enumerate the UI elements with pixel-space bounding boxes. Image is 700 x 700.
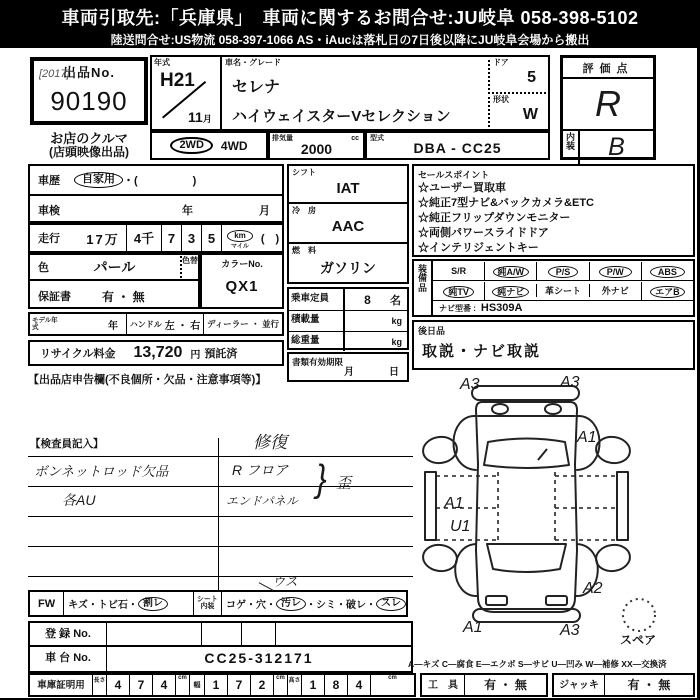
sales-point-item: ☆ユーザー買取車: [418, 182, 506, 194]
fw-items: キズ・トビ石・: [68, 600, 138, 611]
name-cell: [220, 55, 490, 131]
chassis-number: CC25-312171: [204, 650, 314, 666]
load-unit: kg: [391, 316, 402, 326]
fuel-value: ガソリン: [320, 260, 376, 276]
tools-box: [420, 673, 548, 697]
recycle-status: 預託済: [204, 348, 238, 360]
sales-point-item: ☆インテリジェントキー: [418, 242, 539, 254]
docs-month: 月: [344, 367, 354, 378]
year-value: H21: [160, 70, 195, 91]
damage-mark: A2: [583, 580, 603, 597]
recycle-row: [28, 340, 284, 366]
shaken-row: [28, 196, 284, 223]
month-unit: 月: [202, 114, 212, 124]
lot-year-stamp: [2017]: [39, 68, 70, 80]
garage-row: [28, 673, 416, 697]
registration-sub-cell: [201, 623, 241, 645]
model-code-cell: [365, 131, 550, 160]
mileage-d1: 7: [161, 225, 181, 251]
spare-tire-circle: [623, 599, 655, 631]
drive-2wd-circled: 2WD: [170, 137, 212, 155]
mileage-row: [28, 223, 284, 253]
weight-label: 総重量: [289, 332, 345, 351]
car-grade: ハイウェイスターVセレクション: [232, 108, 451, 125]
jack-box: [552, 673, 695, 697]
width-unit: cm: [274, 675, 288, 695]
lot-note2: (店頭映像出品): [49, 145, 129, 159]
equip-aftnavi: 外ナビ: [589, 284, 641, 297]
ac-box: [287, 204, 409, 244]
year-label: 年式: [154, 58, 170, 67]
capacity-table: [287, 287, 409, 350]
docs-box: [287, 352, 409, 382]
tool-label: 工 具: [422, 675, 465, 695]
repair-header-note: 修復: [253, 433, 287, 452]
shaken-month-label: 月: [259, 205, 270, 217]
width-label: 幅: [190, 675, 205, 695]
sales-point-item: ☆純正7型ナビ&バックカメラ&ETC: [418, 197, 595, 209]
shift-box: [287, 164, 409, 204]
history-row: [28, 164, 284, 196]
rear-light-left: [492, 404, 508, 414]
header-bar: [0, 0, 700, 48]
seller-note-label: 【出品店申告欄(不良個所・欠品・注意事項等)】: [28, 374, 267, 386]
spare-label: スペア: [620, 633, 657, 647]
model-year-unit: 年: [108, 320, 118, 332]
sales-point-item: ☆両側パワースライドドア: [418, 227, 549, 239]
navi-model-label: ナビ型番 :: [439, 303, 476, 313]
history-label: 車歴: [38, 175, 60, 187]
seat-annotation: ウス: [272, 574, 298, 589]
navi-model-value: HS309A: [480, 302, 523, 314]
mileage-man: 17万: [86, 231, 120, 247]
inspector-area: [28, 428, 413, 590]
header-line2: 陸送問合せ:US物流 058-397-1066 AS・iAucは落札日の7日後以降にJU岐阜会場から搬出: [110, 33, 590, 47]
damage-mark: A3: [560, 374, 580, 391]
fuel-label: 燃 料: [292, 246, 316, 255]
shaken-label: 車検: [38, 205, 60, 217]
registration-value-cell: [107, 623, 201, 645]
inspector-note: 各AU: [62, 492, 96, 508]
mileage-unit-km-circled: km: [227, 230, 253, 242]
ac-value: AAC: [331, 218, 365, 235]
model-code-label: 型式: [370, 135, 384, 142]
inspector-distortion: 歪: [336, 475, 352, 492]
equip-alloy-circled: 純A/W: [484, 262, 536, 280]
car-diagram: [410, 372, 700, 657]
inspector-note: エンドパネル: [226, 494, 298, 508]
equipment-box: [412, 259, 695, 317]
header-line1: 車両引取先:「兵庫県」 車両に関するお問合せ:JU岐阜 058-398-5102: [61, 8, 639, 28]
length-digit: 7: [130, 675, 153, 695]
score-value: R: [595, 83, 621, 124]
registration-row: [28, 621, 413, 647]
rear-window: [484, 439, 569, 469]
chassis-label: 車 台 No.: [30, 647, 107, 671]
length-unit: cm: [176, 675, 190, 695]
month-value: 11: [188, 109, 203, 125]
fw-crack-circled: 割レ: [138, 597, 168, 611]
name-label: 車名・グレード: [225, 58, 281, 67]
rear-light-right: [545, 404, 561, 414]
damage-mark: A1: [577, 429, 597, 446]
sales-point-item: ☆純正フリップダウンモニター: [418, 212, 571, 224]
tool-value: 有 ・ 無: [484, 678, 527, 692]
fw-seat-row: [28, 590, 408, 617]
garage-label: 車庫証明用: [30, 675, 93, 695]
registration-sub-cell: [241, 623, 275, 645]
side-sill-left: [425, 472, 436, 540]
score-box: [560, 55, 656, 160]
fender-front-left: [455, 544, 478, 596]
color-row: [28, 253, 200, 281]
height-label: 高さ: [288, 675, 302, 695]
weight-unit: kg: [391, 336, 402, 347]
wheel-front-left: [421, 543, 458, 573]
lot-number-box: [30, 57, 148, 125]
door-value: 5: [527, 69, 536, 86]
jack-value: 有 ・ 無: [627, 678, 671, 692]
damage-mark: U1: [450, 518, 471, 535]
year-cell: [150, 55, 222, 131]
displacement-cell: [268, 131, 365, 160]
height-unit: cm: [388, 675, 397, 681]
capacity-unit: 名: [390, 294, 401, 307]
color-value: パール: [93, 259, 136, 275]
capacity-value: 8: [364, 292, 371, 307]
seat-interior-label: シート内装: [194, 592, 222, 615]
score-label: 評価点: [563, 58, 653, 79]
seat-dirt-circled: 汚レ: [276, 597, 306, 611]
model-code-value: DBA - CC25: [413, 140, 502, 156]
history-paren: ・( ): [123, 175, 197, 187]
mileage-sen: 4千: [126, 225, 161, 251]
displacement-unit: cc: [351, 135, 359, 142]
color-no-label: カラーNo.: [221, 259, 263, 269]
model-year-label: モデル年式: [32, 316, 58, 331]
displacement-value: 2000: [300, 141, 333, 157]
damage-mark: A1: [463, 619, 483, 636]
height-digit: 4: [348, 675, 371, 695]
shift-label: シフト: [292, 168, 316, 177]
interior-label: 内装: [563, 130, 580, 164]
width-digit: 2: [251, 675, 274, 695]
mileage-unit-mile: マイル: [231, 244, 249, 250]
damage-mark: A3: [560, 622, 580, 639]
check-mark: [538, 449, 547, 460]
chassis-row: [28, 647, 413, 673]
equip-airbag-circled: エアB: [641, 282, 693, 300]
warranty-row: [28, 281, 200, 309]
load-label: 積載量: [289, 311, 345, 331]
wheel-front-right: [594, 543, 631, 573]
inspector-note: ボンネットロッド欠品: [34, 464, 169, 479]
length-digit: 4: [107, 675, 130, 695]
fender-rear-left: [453, 416, 476, 470]
lot-number-value: 90190: [50, 86, 128, 116]
recycle-amount: 13,720: [133, 344, 183, 361]
handle-value: 左 ・ 右: [164, 320, 201, 332]
sales-points-box: [412, 164, 695, 257]
lot-number-label: 出品No.: [63, 65, 115, 80]
height-digit: 8: [325, 675, 348, 695]
history-value-circled: 自家用: [74, 172, 123, 188]
equip-navi-circled: 純ナビ: [484, 282, 536, 300]
damage-mark: A3: [460, 376, 480, 393]
shaken-year-label: 年: [182, 205, 193, 217]
damage-mark: A1: [444, 495, 464, 512]
shape-label: 形状: [493, 95, 509, 104]
mileage-paren: ( ): [260, 233, 280, 245]
inspector-brace: }: [316, 456, 327, 500]
later-items-box: [412, 320, 695, 370]
jack-label: ジャッキ: [554, 675, 605, 695]
equip-abs-circled: ABS: [641, 262, 693, 280]
fw-label: FW: [30, 592, 64, 615]
warranty-value: 有 ・ 無: [102, 290, 145, 304]
shape-value: W: [522, 106, 538, 123]
equip-pw-circled: P/W: [589, 262, 641, 280]
width-digit: 1: [205, 675, 228, 695]
door-cell: [488, 55, 550, 94]
front-light-left: [486, 596, 507, 605]
seat-items-pre: コゲ・穴・: [226, 600, 276, 611]
windshield: [487, 544, 566, 572]
color-no-value: QX1: [225, 278, 259, 295]
docs-day: 日: [389, 367, 399, 378]
equip-ps-circled: P/S: [536, 262, 588, 280]
lot-note1: お店のクルマ: [50, 131, 128, 146]
shape-cell: [488, 92, 550, 131]
shift-value: IAT: [336, 180, 360, 197]
interior-value: B: [608, 132, 625, 161]
fuel-box: [287, 244, 409, 284]
length-label: 長さ: [93, 675, 107, 695]
color-label: 色: [38, 262, 49, 274]
recycle-label: リサイクル料金: [40, 348, 116, 360]
side-sill-right: [617, 472, 628, 540]
registration-label: 登 録 No.: [30, 623, 107, 645]
color-change-label: 色替: [180, 253, 198, 281]
equipment-label: 装備品: [414, 261, 433, 315]
mileage-label: 走行: [38, 233, 60, 245]
recycle-unit: 円: [190, 349, 201, 361]
seat-items-mid: ・シミ・破レ・: [306, 600, 376, 611]
mileage-d3: 5: [201, 225, 221, 251]
capacity-label: 乗車定員: [289, 289, 345, 310]
equip-sr: S/R: [451, 265, 467, 276]
inspector-label: 【検査員記入】: [30, 438, 104, 450]
dealer-label: ディーラー ・ 並行: [206, 319, 280, 329]
later-items-value: 取説・ナビ取説: [422, 343, 542, 360]
car-name: セレナ: [232, 79, 281, 96]
height-digit: 1: [302, 675, 325, 695]
registration-sub-cell: [275, 623, 411, 645]
drive-cell: [150, 131, 268, 160]
length-digit: 4: [153, 675, 176, 695]
inspector-note: R フロア: [232, 462, 288, 478]
equip-leather: 革シート: [536, 284, 588, 297]
mileage-d2: 3: [181, 225, 201, 251]
door-label: ドア: [493, 58, 509, 67]
width-digit: 7: [228, 675, 251, 695]
front-light-right: [546, 596, 567, 605]
damage-legend: A―キズ C―腐食 E―エクボ S―サビ U―凹み W―補修 XX―交換済: [408, 659, 667, 669]
drive-4wd: 4WD: [220, 138, 248, 153]
model-year-row: [28, 312, 284, 336]
color-no-cell: [200, 253, 284, 309]
later-items-label: 後日品: [418, 326, 446, 336]
ac-label: 冷 房: [292, 206, 316, 215]
seat-scuff-circled: スレ: [376, 597, 406, 611]
sales-points-label: セールスポイント: [418, 170, 490, 180]
equip-tv-circled: 純TV: [433, 282, 484, 300]
warranty-label: 保証書: [38, 291, 71, 303]
car-body-outline: [476, 402, 577, 612]
displacement-label: 排気量: [272, 135, 293, 142]
docs-label: 書類有効期限: [292, 357, 344, 367]
handle-label: ハンドル: [129, 319, 162, 329]
